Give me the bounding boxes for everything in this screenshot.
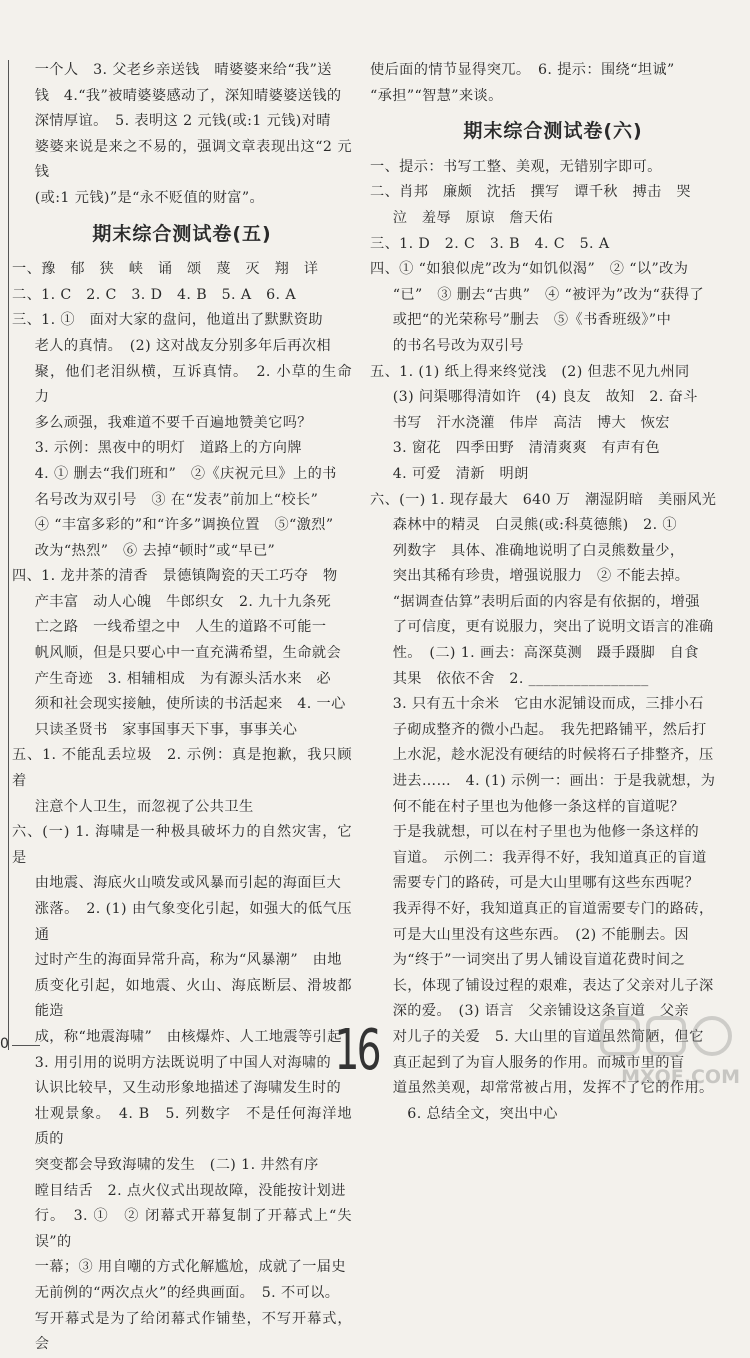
handwritten-number: 16	[334, 1018, 379, 1083]
right-column	[370, 58, 736, 1127]
text-line: 五、1. 不能乱丢垃圾 2. 示例：真是抱歉，我只顾着	[12, 747, 352, 790]
text-line: 质变化引起，如地震、火山、海底断层、滑坡都能造	[34, 977, 352, 1020]
left-intro-block	[12, 58, 352, 212]
text-line: 3. 用引用的说明方法既说明了中国人对海啸的	[34, 1054, 332, 1071]
left-answers-block	[12, 257, 352, 1358]
text-line: 长，体现了铺设过程的艰难，表达了父亲对儿子深	[392, 977, 714, 994]
text-line: “承担”“智慧”来谈。	[370, 87, 503, 104]
watermark	[592, 1010, 742, 1090]
text-line: 成，称“地震海啸” 由核爆炸、人工地震等引起	[34, 1028, 342, 1045]
text-line: 深的爱。 (3) 语言 父亲铺设这条盲道 父亲	[392, 1003, 689, 1020]
text-line: 为“终于”一词突出了男人铺设盲道花费时间之	[392, 952, 686, 969]
margin-line	[8, 60, 9, 1050]
text-line: 四、① “如狼似虎”改为“如饥似渴” ② “以”改为	[370, 261, 689, 278]
text-line: 何不能在村子里也为他修一条这样的盲道呢？	[392, 798, 685, 815]
text-line: 亡之路 一线希望之中 人生的道路不可能一	[34, 619, 327, 636]
page-number: 0	[0, 1036, 9, 1052]
text-line: 真正起到了为盲人服务的作用。而城市里的盲	[392, 1054, 685, 1071]
text-line: (3) 问渠哪得清如许 (4) 良友 故知 2. 奋斗	[392, 389, 698, 406]
text-line: 一、豫 郁 狭 峡 诵 颂 蔑 灭 翔 详	[12, 261, 319, 278]
text-line: 六、(一) 1. 海啸是一种极具破坏力的自然灾害，它是	[12, 824, 352, 866]
text-line: 钱 4.“我”被晴婆婆感动了，深知晴婆婆送钱的	[34, 87, 342, 104]
text-line: 3. 只有五十余米 它由水泥铺设而成，三排小石	[392, 696, 704, 713]
text-line: 6. 总结全文，突出中心	[392, 1105, 558, 1122]
text-line: 子砌成整齐的微小凸起。 我先把路铺平，然后打	[392, 721, 707, 738]
text-line: 二、1. C 2. C 3. D 4. B 5. A 6. A	[12, 286, 296, 303]
text-line: 3. 窗花 四季田野 清清爽爽 有声有色	[392, 440, 660, 457]
text-line: 需要专门的路砖，可是大山里哪有这些东西呢？	[392, 875, 700, 892]
text-line: 帆风顺，但是只要心中一直充满希望，生命就会	[34, 645, 342, 662]
text-line: ④ “丰富多彩的”和“许多”调换位置 ⑤“激烈”	[34, 517, 334, 534]
text-line: (或:1 元钱)”是“永不贬值的财富”。	[34, 189, 265, 206]
text-line: 婆婆来说是来之不易的，强调文章表现出这“2 元钱	[34, 138, 352, 181]
text-line: 森林中的精灵 白灵熊(或:科莫德熊) 2. ①	[392, 517, 678, 534]
text-line: 写开幕式是为了给闭幕式作铺垫，不写开幕式，会	[34, 1310, 352, 1353]
section-title-5: 期末综合测试卷(五)	[92, 222, 272, 245]
text-line: 一幕；③ 用自嘲的方式化解尴尬，成就了一届史	[34, 1259, 346, 1276]
section-title-6: 期末综合测试卷(六)	[463, 120, 643, 143]
text-line: 突变都会导致海啸的发生 (二) 1. 井然有序	[34, 1156, 319, 1173]
text-line: 名号改为双引号 ③ 在“发表”前加上“校长”	[34, 491, 319, 508]
right-intro-block	[370, 58, 736, 109]
text-line: 只读圣贤书 家事国事天下事，事事关心	[34, 721, 298, 738]
text-line: 四、1. 龙井茶的清香 景德镇陶瓷的天工巧夺 物	[12, 568, 338, 585]
text-line: 盲道。 示例二：我弄得不好，我知道真正的盲道	[392, 849, 707, 866]
text-line: 4. ① 删去“我们班和” ②《庆祝元旦》上的书	[34, 465, 337, 482]
text-line: 五、1. (1) 纸上得来终觉浅 (2) 但悲不见九州同	[370, 363, 690, 380]
text-line: 3. 示例：黑夜中的明灯 道路上的方向牌	[34, 440, 302, 457]
text-line: 进去…… 4. (1) 示例一：画出：于是我就想，为	[392, 773, 716, 790]
text-line: 老人的真情。 (2) 这对战友分别多年后再次相	[34, 337, 331, 354]
text-line: 对儿子的关爱 5. 大山里的盲道虽然简陋，但它	[392, 1028, 704, 1045]
text-line: 三、1. ① 面对大家的盘问，他道出了默默资助	[12, 312, 323, 329]
text-line: 二、肖邦 廉颇 沈括 撰写 谭千秋 搏击 哭	[370, 184, 691, 201]
text-line: 由地震、海底火山喷发或风暴而引起的海面巨大	[34, 875, 342, 892]
text-line: 泣 羞辱 原谅 詹天佑	[392, 209, 554, 226]
text-line: 改为“热烈” ⑥ 去掉“顿时”或“早已”	[34, 542, 276, 559]
watermark-text: MXQE.COM	[621, 1066, 740, 1088]
text-line: “已” ③ 删去“古典” ④ “被评为”改为“获得了	[392, 286, 705, 303]
text-line: 道虽然美观，却常常被占用，发挥不了它的作用。	[392, 1080, 714, 1097]
watermark-logo-icon	[592, 1010, 742, 1070]
text-line: 三、1. D 2. C 3. B 4. C 5. A	[370, 235, 610, 252]
text-line: 突出其稀有珍贵，增强说服力 ② 不能去掉。	[392, 568, 690, 585]
text-line: 行。 3. ① ② 闭幕式开幕复制了开幕式上“失误”的	[34, 1208, 352, 1250]
text-line: 使后面的情节显得突兀。 6. 提示：围绕“坦诚”	[370, 62, 675, 78]
text-line: 或把“的光荣称号”删去 ⑤《书香班级》”中	[392, 312, 672, 329]
text-line: 性。 (二) 1. 画去：高深莫测 蹑手蹑脚 自食	[392, 645, 699, 662]
left-column	[12, 58, 352, 1358]
text-line: 六、(一) 1. 现存最大 640 万 潮湿阴暗 美丽风光	[370, 491, 717, 508]
text-line: 一个人 3. 父老乡亲送钱 晴婆婆来给“我”送	[34, 62, 332, 78]
text-line: “据调查估算”表明后面的内容是有依据的，增强	[392, 593, 700, 610]
text-line: 壮观景象。 4. B 5. 列数字 不是任何海洋地质的	[34, 1105, 352, 1148]
text-line: 了可信度，更有说服力，突出了说明文语言的准确	[392, 619, 714, 636]
page-number-dash	[12, 1045, 40, 1046]
text-line: 其果 依依不舍 2. ________________	[392, 670, 649, 687]
text-line: 瞠目结舌 2. 点火仪式出现故障，没能按计划进	[34, 1182, 346, 1199]
text-line: 深情厚谊。 5. 表明这 2 元钱(或:1 元钱)对晴	[34, 113, 331, 130]
text-line: 须和社会现实接触，使所读的书活起来 4. 一心	[34, 696, 346, 713]
text-line: 我弄得不好，我知道真正的盲道需要专门的路砖，	[392, 901, 714, 917]
text-line: 于是我就想，可以在村子里也为他修一条这样的	[392, 824, 700, 841]
text-line: 注意个人卫生，而忽视了公共卫生	[34, 798, 254, 815]
text-line: 无前例的“两次点火”的经典画面。 5. 不可以。	[34, 1284, 340, 1301]
text-line: 书写 汗水浇灌 伟岸 高洁 博大 恢宏	[392, 414, 670, 431]
text-line: 聚，他们老泪纵横，互诉真情。 2. 小草的生命力	[34, 363, 352, 406]
text-line: 认识比较早，又生动形象地描述了海啸发生时的	[34, 1080, 342, 1097]
text-line: 多么顽强，我难道不要千百遍地赞美它吗？	[34, 414, 312, 431]
right-answers-block	[370, 155, 736, 1128]
text-line: 过时产生的海面异常升高，称为“风暴潮” 由地	[34, 952, 342, 969]
text-line: 可是大山里没有这些东西。 (2) 不能删去。因	[392, 926, 689, 943]
text-line: 一、提示：书写工整、美观，无错别字即可。	[370, 158, 662, 175]
text-line: 上水泥，趁水泥没有硬结的时候将石子排整齐，压	[392, 747, 714, 764]
text-line: 列数字 具体、准确地说明了白灵熊数量少，	[392, 542, 685, 559]
text-line: 4. 可爱 清新 明朗	[392, 465, 529, 482]
text-line: 涨落。 2. (1) 由气象变化引起，如强大的低气压通	[34, 901, 352, 943]
text-line: 产生奇迹 3. 相辅相成 为有源头活水来 必	[34, 670, 332, 687]
text-line: 的书名号改为双引号	[392, 337, 525, 354]
text-line: 产丰富 动人心魄 牛郎织女 2. 九十九条死	[34, 593, 332, 610]
